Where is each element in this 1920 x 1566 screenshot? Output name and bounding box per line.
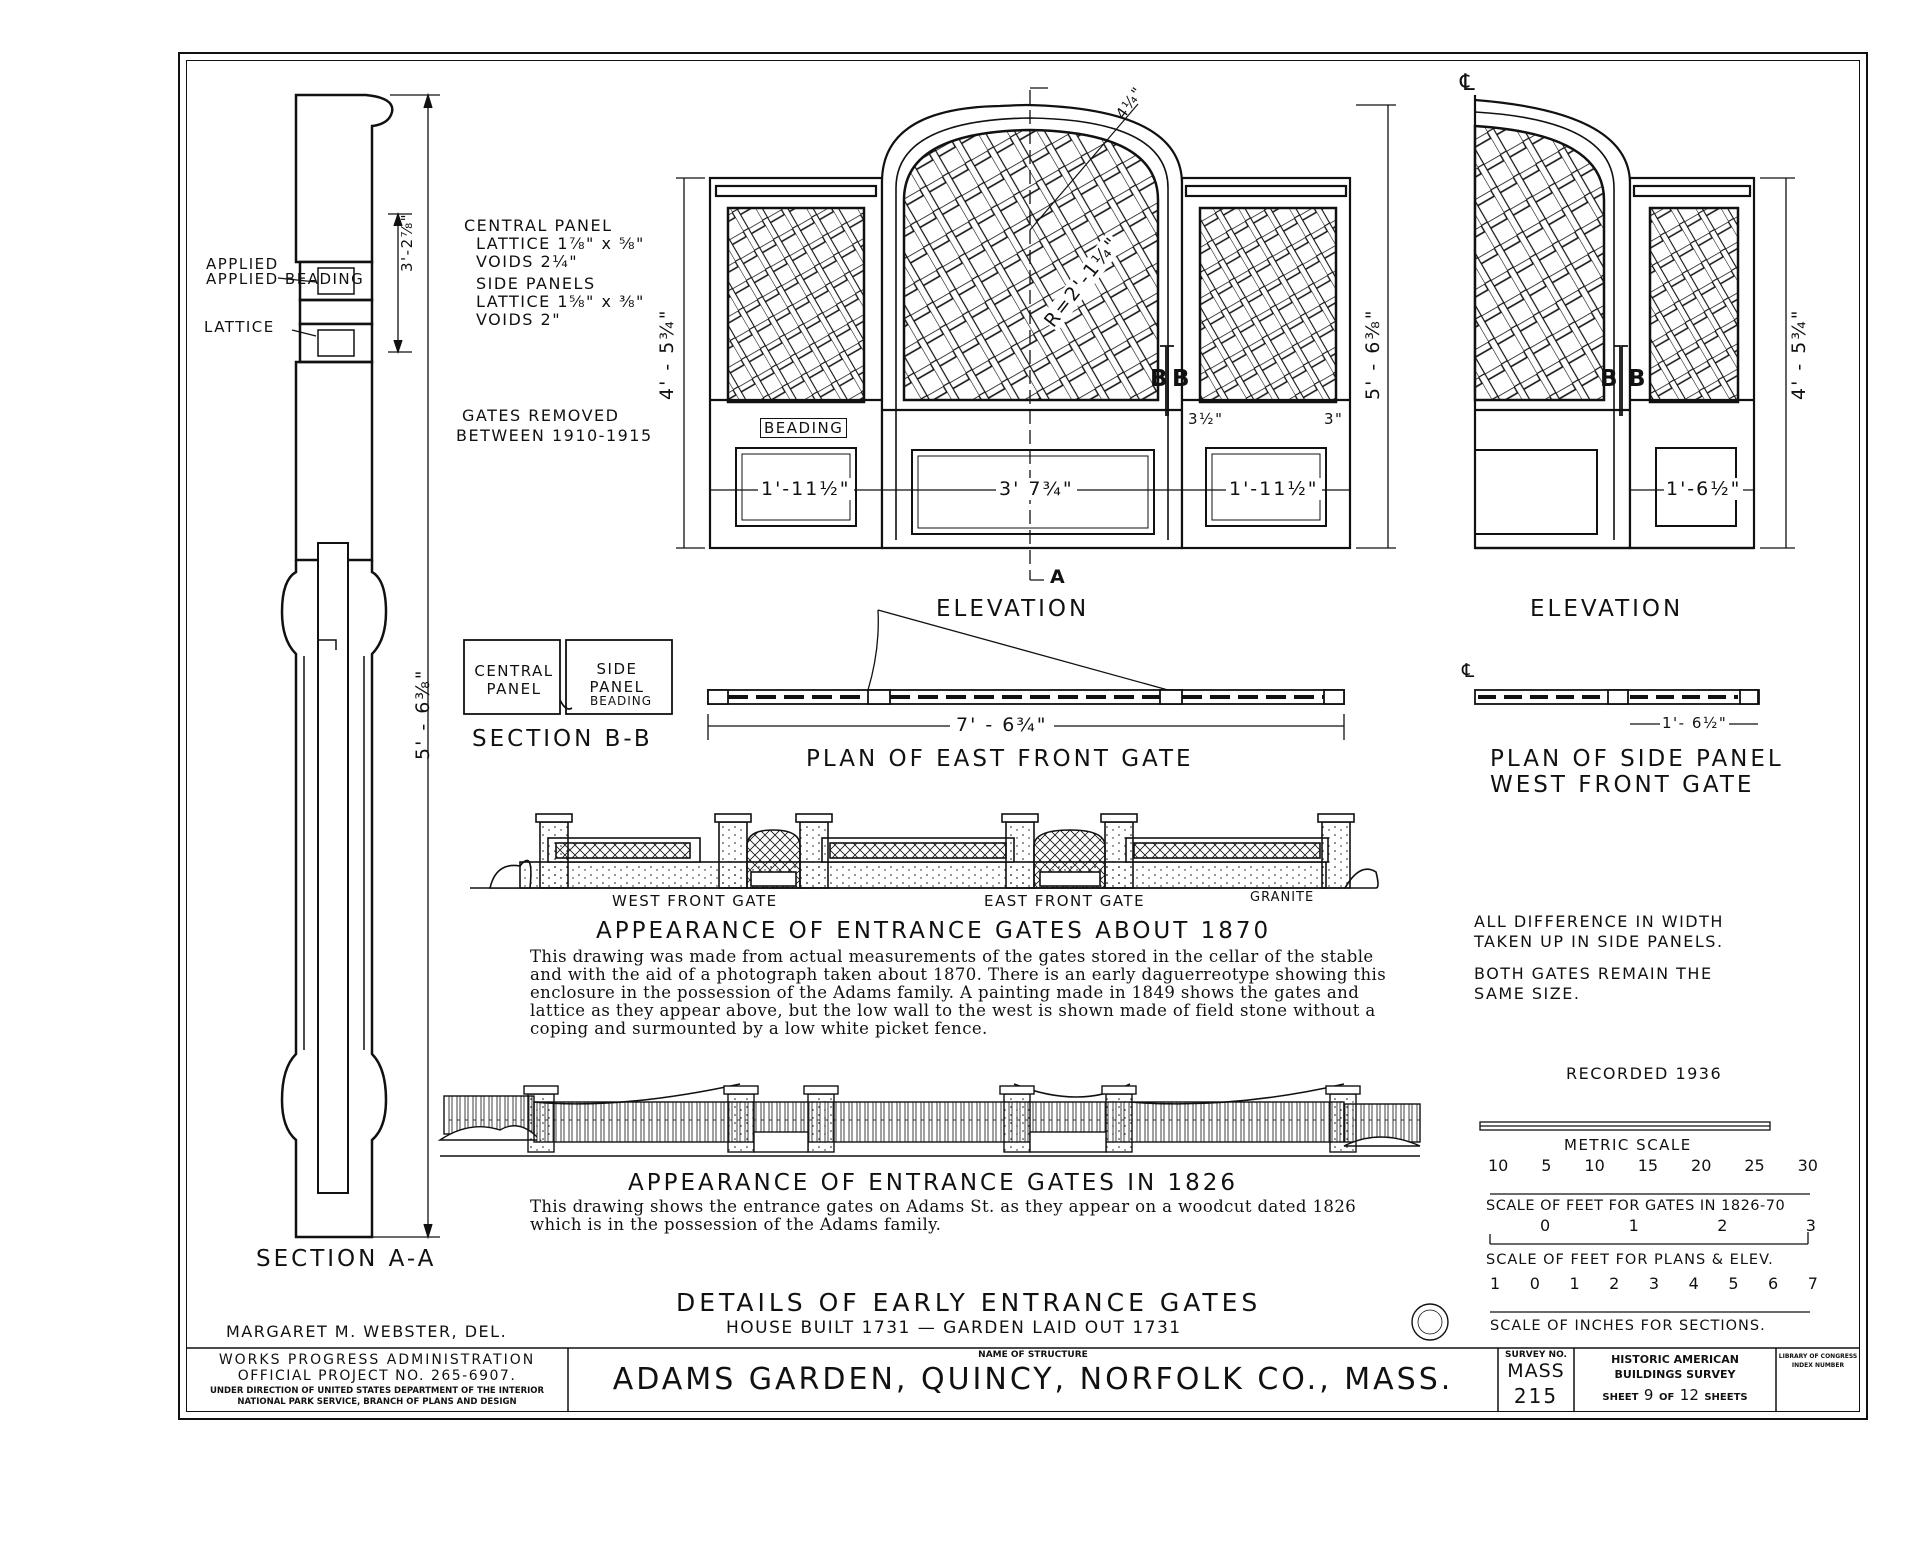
habs-seal (1412, 1304, 1448, 1340)
applied-beading-label: APPLIED BEADING (206, 270, 365, 288)
sheet-total: 12 (1679, 1386, 1699, 1404)
section-aa-dim-upper: 3'-2⅞" (398, 212, 416, 272)
gates-1870-text: This drawing was made from actual measurements of the gates stored in the cellar of the stable and with the aid of a photograph taken about 1870. There is an early daguerreotype showing this enclosure in the possession of the Adams family. A painting made in 1849 shows the gates and lattice as they appear above, but the low wall to the west is shown made of field stone without a coping and surmounted by a low white picket fence. (530, 947, 1387, 1038)
sheets-word: SHEETS (1704, 1392, 1748, 1403)
section-bb-side: SIDE PANEL (589, 660, 645, 696)
sheet-number: 9 (1643, 1386, 1654, 1404)
recorded-note: RECORDED 1936 (1566, 1064, 1723, 1083)
survey-no-label: SURVEY NO. (1505, 1350, 1567, 1360)
metric-tick: 20 (1691, 1156, 1712, 1175)
section-aa-dim-total: 5' - 6⅜" (412, 668, 434, 760)
plan-west-title-2: WEST FRONT GATE (1490, 772, 1755, 798)
inches-scale-label: SCALE OF INCHES FOR SECTIONS. (1490, 1318, 1766, 1334)
feet-plans-tick: 7 (1807, 1274, 1818, 1293)
drawing-subtitle: HOUSE BUILT 1731 — GARDEN LAID OUT 1731 (726, 1318, 1182, 1338)
gates-1826-title: APPEARANCE OF ENTRANCE GATES IN 1826 (628, 1170, 1239, 1196)
feet-gates-tick: 2 (1717, 1216, 1728, 1235)
side-lattice-note: LATTICE 1⅝" x ⅜" (476, 292, 645, 311)
feet-gates-tick: 0 (1540, 1216, 1551, 1235)
feet-gates-tick: 3 (1805, 1216, 1816, 1235)
plan-west-centerline: ℄ (1462, 660, 1475, 682)
habs-line-1: HISTORIC AMERICAN (1611, 1353, 1739, 1366)
east-elevation-title: ELEVATION (936, 596, 1090, 622)
feet-plans-tick: 3 (1648, 1274, 1660, 1293)
section-b-mark-right: B (1172, 366, 1190, 392)
section-bb-title: SECTION B-B (472, 726, 653, 752)
metric-tick: 10 (1488, 1156, 1509, 1175)
gates-1826-text: This drawing shows the entrance gates on Adams St. as they appear on a woodcut dated 1826 which is in the possession of the Adams family. (530, 1197, 1357, 1234)
wpa-line-2: OFFICIAL PROJECT NO. 265-6907. (237, 1368, 517, 1384)
metric-tick: 25 (1744, 1156, 1765, 1175)
west-section-b-left: B (1600, 366, 1618, 392)
west-centerline-mark: ℄ (1460, 70, 1475, 96)
west-front-gate-label: WEST FRONT GATE (612, 892, 778, 910)
metric-scale-ticks (1488, 1156, 1818, 1175)
west-section-b-right: B (1628, 366, 1646, 392)
feet-plans-tick: 5 (1728, 1274, 1739, 1293)
note-line-2: TAKEN UP IN SIDE PANELS. (1474, 932, 1724, 951)
wpa-line-1: WORKS PROGRESS ADMINISTRATION (218, 1352, 536, 1368)
plan-west-title-1: PLAN OF SIDE PANEL (1490, 746, 1784, 772)
east-dim-radius: R=2'-1¼" (1040, 232, 1125, 332)
gates-removed-note-2: BETWEEN 1910-1915 (456, 426, 653, 445)
section-b-mark-left: B (1150, 366, 1168, 392)
feet-gates-scale-label: SCALE OF FEET FOR GATES IN 1826-70 (1486, 1198, 1786, 1214)
feet-plans-tick: 4 (1688, 1274, 1699, 1293)
gates-1870-title: APPEARANCE OF ENTRANCE GATES ABOUT 1870 (596, 918, 1272, 944)
note-line-4: SAME SIZE. (1474, 984, 1581, 1003)
metric-tick: 10 (1584, 1156, 1605, 1175)
metric-tick: 5 (1541, 1156, 1552, 1175)
east-dim-arch: 4¼" (1112, 82, 1148, 123)
east-front-gate-label: EAST FRONT GATE (984, 892, 1146, 910)
note-line-1: ALL DIFFERENCE IN WIDTH (1474, 912, 1724, 931)
sheet-count (1576, 1386, 1774, 1404)
central-lattice-note: LATTICE 1⅞" x ⅝" (476, 234, 645, 253)
feet-plans-tick: 2 (1609, 1274, 1620, 1293)
loc-line-2: INDEX NUMBER (1791, 1362, 1845, 1369)
side-voids-note: VOIDS 2" (476, 310, 562, 329)
east-dim-center: 3' 7¾" (996, 478, 1077, 500)
feet-gates-tick: 1 (1628, 1216, 1639, 1235)
feet-plans-tick: 1 (1490, 1274, 1501, 1293)
central-panel-note: CENTRAL PANEL (464, 216, 613, 235)
feet-plans-ticks (1490, 1274, 1818, 1293)
west-dim-width: 1'-6½" (1666, 478, 1742, 500)
east-dim-gap: 3½" (1188, 410, 1224, 428)
survey-state: MASS (1507, 1360, 1565, 1382)
delineator: MARGARET M. WEBSTER, DEL. (226, 1322, 508, 1341)
feet-plans-scale-label: SCALE OF FEET FOR PLANS & ELEV. (1486, 1252, 1774, 1268)
structure-name-label: NAME OF STRUCTURE (978, 1350, 1088, 1360)
metric-tick: 30 (1797, 1156, 1818, 1175)
section-a-mark: A (1050, 566, 1067, 588)
gates-1826-drawing (440, 1084, 1420, 1156)
gates-1870-drawing (470, 814, 1378, 888)
survey-number: 215 (1513, 1384, 1559, 1408)
habs-line-2: BUILDINGS SURVEY (1614, 1368, 1736, 1381)
east-dim-3: 3" (1324, 410, 1344, 428)
feet-plans-tick: 1 (1569, 1274, 1580, 1293)
applied-beading-label-1: APPLIED (206, 255, 279, 273)
metric-tick: 15 (1637, 1156, 1659, 1175)
loc-line-1: LIBRARY OF CONGRESS (1778, 1353, 1858, 1360)
west-elevation-title: ELEVATION (1530, 596, 1684, 622)
sheet-of: OF (1658, 1392, 1675, 1403)
wpa-line-4: NATIONAL PARK SERVICE, BRANCH OF PLANS AND DESIGN (237, 1397, 517, 1407)
plan-east-dim: 7' - 6¾" (950, 714, 1054, 736)
plan-east-title: PLAN OF EAST FRONT GATE (806, 746, 1194, 772)
section-bb-central: CENTRAL PANEL (474, 662, 554, 698)
plan-west-dim: 1'- 6½" (1662, 714, 1728, 732)
feet-gates-ticks (1540, 1216, 1816, 1235)
structure-name: ADAMS GARDEN, QUINCY, NORFOLK CO., MASS. (612, 1362, 1454, 1397)
feet-plans-tick: 0 (1529, 1274, 1540, 1293)
east-dim-total-height: 5' - 6⅜" (1362, 308, 1384, 400)
east-dim-right: 1'-11½" (1226, 478, 1322, 500)
granite-label: GRANITE (1250, 890, 1315, 905)
lattice-label: LATTICE (204, 318, 275, 336)
east-dim-side-height: 4' - 5¾" (656, 308, 678, 400)
beading-callout: BEADING (760, 418, 847, 438)
gates-removed-note-1: GATES REMOVED (462, 406, 620, 425)
section-aa-title: SECTION A-A (256, 1246, 437, 1272)
east-dim-left: 1'-11½" (758, 478, 854, 500)
metric-scale-title: METRIC SCALE (1564, 1136, 1692, 1154)
side-panels-note: SIDE PANELS (476, 274, 596, 293)
sheet-word: SHEET (1602, 1392, 1639, 1403)
note-line-3: BOTH GATES REMAIN THE (1474, 964, 1713, 983)
section-bb-beading: BEADING (590, 694, 653, 708)
west-dim-height: 4' - 5¾" (1788, 308, 1810, 400)
section-aa-drawing (282, 95, 392, 1237)
feet-plans-tick: 6 (1768, 1274, 1779, 1293)
central-voids-note: VOIDS 2¼" (476, 252, 579, 271)
wpa-line-3: UNDER DIRECTION OF UNITED STATES DEPARTMENT OF THE INTERIOR (209, 1386, 545, 1396)
drawing-title: DETAILS OF EARLY ENTRANCE GATES (676, 1288, 1262, 1317)
